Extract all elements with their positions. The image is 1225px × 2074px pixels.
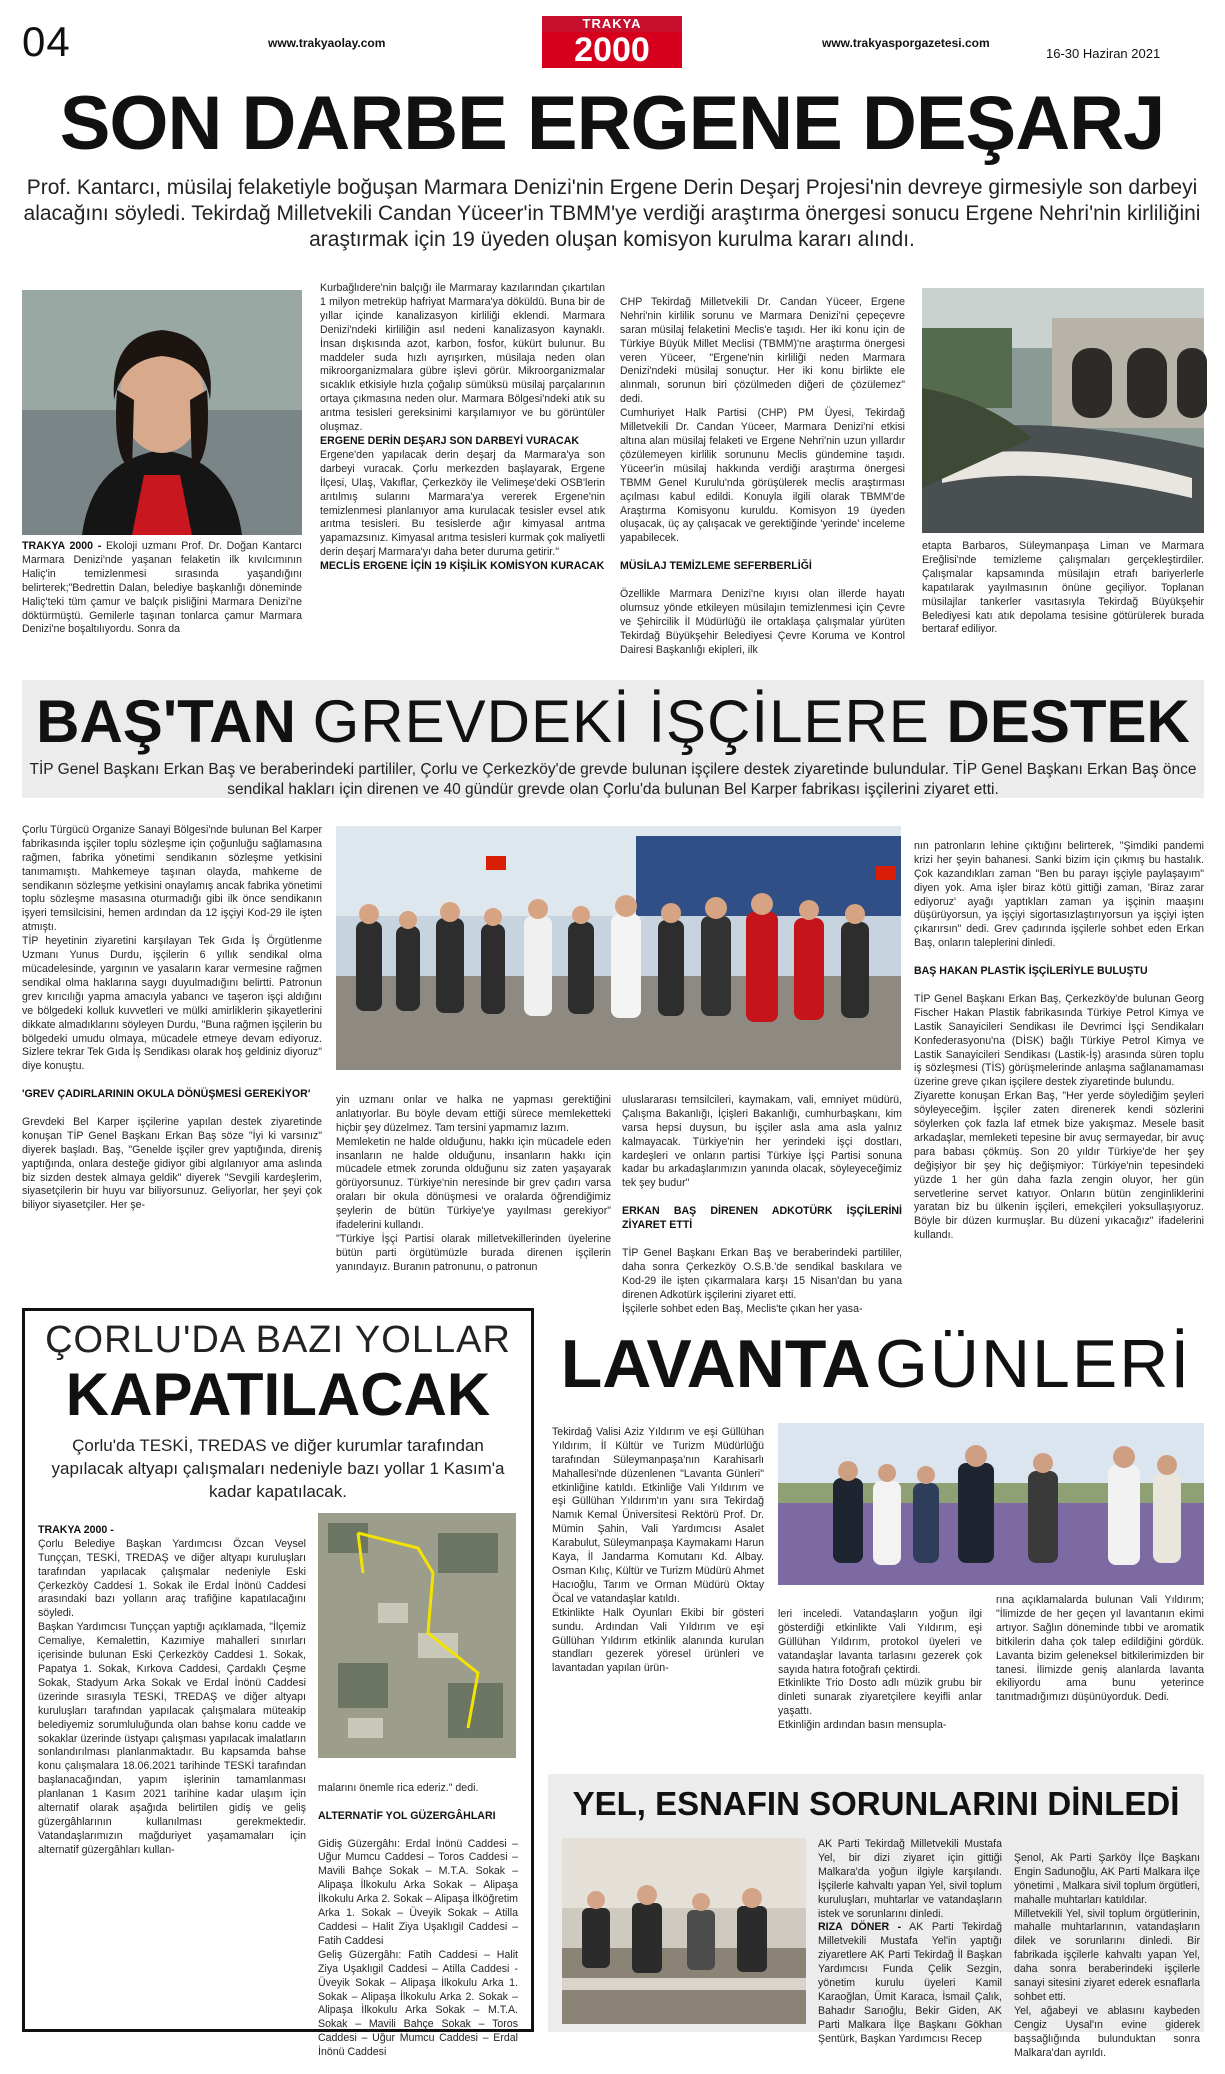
article2-column-2-text: yin uzmanı onlar ve halka ne yapması gerektiğini anlatıyorlar. Bu böyle devam ettiği sürece memleketteki hiçbir şey düzelmez. Tam tersini yapmamız lazım. Memleketin ne halde olduğunu, hakkı için mücadele eden insanların ne halde olduğunu, insanların hakkı için mücadele etmek zorunda olduğunu siz zaten yaşayarak görüyorsunuz. Türkiye'nin neresinde bir grev çadırı varsa oraları bir okula dönüşmesi ve oralarda öğrendiğimiz şeylerin de bütün Türkiye'ye yayılması gerekiyor" ifadelerini kullandı. "Türkiye İşçi Partisi olarak milletvekillerinden üyelerine bütün parti örgütümüzle burada direnen işçilerin yanındayız. Buranın patronunu, o patronun bbox=[336, 1093, 611, 1273]
article1-column-3-text: CHP Tekirdağ Milletvekili Dr. Candan Yüceer, Ergene Nehri'nin kirlilik sorunu ve Marmara Denizi'ni çepeçevre saran müsilaj felaketini Meclis'e taşıdı. Her iki konu için de Türkiye Büyük Millet Meclisi (TBMM)'ne araştırma önergesi veren Yüceer, "Ergene'nin kirliliği neden Marmara Denizi'ndeki müsilaj sonuçtur. Her iki konu birlikte ele alınmalı, sorunun biri çözülmeden diğeri de çözülemez" dedi. Cumhuriyet Halk Partisi (CHP) PM Üyesi, Tekirdağ Milletvekili Dr. Candan Yüceer, Marmara Denizi'ni etkisi altına alan müsilaj felaketi ve Ergene Nehri'nin uzun yıllardır çözülemeyen kirlilik sorununu Meclis gündemine taşıdı. Yüceer'in müsilaj hakkında verdiği araştırma önergesi TBMM Genel Kurulu'nda görüşülerek meclis araştırması açılması kabul edildi. Konuyla ilgili olarak TBMM'de Araştırma Komisyonu kuruldu. Komisyon 19 üyeden oluşacak, üç ay çalışacak ve gerektiğinde 'yerinde' inceleme yapabilecek. bbox=[620, 295, 905, 545]
article3-headline-light: ÇORLU'DA BAZI YOLLAR bbox=[45, 1319, 511, 1361]
article2-column-2 bbox=[336, 1080, 611, 1278]
article4-headline bbox=[548, 1324, 1204, 1404]
article3-column-1-text: Çorlu Belediye Başkan Yardımcısı Özcan Veysel Tunççan, TESKİ, TREDAŞ ve diğer altyapı kuruluşları tarafından yapılacak çalışmalar nedeniyle Eski Çerkezköy Caddesi 1. Sokak ile Erdal İnönü Caddesi arasındaki bazı yolların araç trafiğine kapatılacağını söyledi. Başkan Yardımcısı Tunççan yaptığı açıklamada, "İlçemiz Cemaliye, Kemalettin, Kazımiye mahalleri sınırları içerisinde bulunan Eski Çerkezköy Caddesi 1. Sokak, Papatya 1. Sokak, Kırkova Caddesi, Çardaklı Çeşme Sokak, Stadyum Arka Sokak ve Erdal İnönü Caddesi üzerinde sırasıyla TESKİ, TREDAŞ ve diğer altyapı kuruluşları tarafından yapılacak çalışmalara müteakip belediyemiz sorumluluğunda olan bahse konu cadde ve sokaklar üzerinde üstyapı çalışması yapılacak imalatların sonlandırılması planlanmaktadır. Bu kapsamda bahse konu çalışmalara 18.06.2021 tarihinde TESKİ tarafından başlanacağından, yapım işlerinin tamamlanması planlanan 1 Kasım 2021 tarihine kadar ulaşım için alternatif olarak aşağıda belirtilen gidiş ve geliş güzergâhlarının kullanılması gerekmektedir. Vatandaşlarımızın mağduriyet yaşamamaları için alternatif güzergâhları kullan- bbox=[38, 1537, 306, 1856]
logo-top-text: TRAKYA bbox=[542, 16, 682, 32]
logo-bottom-text: 2000 bbox=[542, 32, 682, 68]
article2-column-1-text: Çorlu Türgücü Organize Sanayi Bölgesi'nde bulunan Bel Karper fabrikasında işçiler toplu sözleşme için çoğunluğu sağlamasına rağmen, fabrika yönetimi sendikanın sözleşme yetkisini tanımamıştı. Mahkemeye taşınan olayda, mahkeme de sendikanın sözleşme yetkisini onaylamış ancak fabrika yönetimi toplu sözleşme masasına oturmadığı gibi ilk önce sendikanın işyeri temsilcisini, hemen ardından da 12 işçiyi Kod-29 ile işten atmıştı. TİP heyetinin ziyaretini karşılayan Tek Gıda İş Örgütlenme Uzmanı Yunus Durdu, işçilerin 6 yıllık sendikal olma mücadelesinde, yargının ve yasaların karar vermesine rağmen sendikal olma haklarına saygı duyulmadığını belirtti. Patronun grev kırıcılığı yapma amacıyla yabancı ve taşeron işçi aldığını ve bölgedeki kolluk kuvvetleri ve mülki amirliklerin şikayetlerini dikkate almadıklarını söyleyen Durdu, "Buna rağmen işçilerin bu bölgedeki umudu olmaya, mücadele etmeye devam ediyoruz. Sizlere tekrar Tek Gıda İş Sendikası olarak hoş geldiniz diyoruz" diye konuştu. bbox=[22, 823, 322, 1073]
article1-column-2-text-2: Ergene'den yapılacak derin deşarj da Marmara'ya son darbeyi vuracak. Çorlu merkezden başlayarak, Ergene İlçesi, Ulaş, Vakıflar, Çerkezköy ile Velimeşe'deki OSB'lerin arıtılmış sularını Marmara'ya vererek Ergene'nin temizlenmesi planlanıyor ama kurulacak tesisler evsel atık arıtma tesisleri. Bu tesislerde ağır kimyasal arıtma yapamazsınız. Kimyasal arıtma tesisleri kurmak çok maliyetli derin deşarj Marmara'yı daha beter duruma getirir." bbox=[320, 448, 605, 559]
article2-headline-light: GREVDEKİ İŞÇİLERE bbox=[312, 688, 930, 755]
lavender-illustration bbox=[778, 1423, 1204, 1585]
article1-deck: Prof. Kantarcı, müsilaj felaketiyle boğuşan Marmara Denizi'nin Ergene Derin Deşarj Projesi'nin devreye girmesiyle son darbeyi alacağını söyledi. Tekirdağ Milletvekili Candan Yüceer'in TBMM'ye verdiği araştırma önergesi sonucu Ergene Nehri'nin kirliliğini araştırmak için 19 üyeden oluşan komisyon kurulma kararı alındı. bbox=[23, 176, 1201, 251]
strike-illustration bbox=[336, 826, 901, 1070]
article5-column-2 bbox=[1014, 1838, 1200, 2059]
article1-subhead-derin-desarj: ERGENE DERİN DEŞARJ SON DARBEYİ VURACAK bbox=[320, 434, 579, 447]
deputy-portrait-photo bbox=[22, 290, 302, 535]
article2-column-1-text-2: Grevdeki Bel Karper işçilerine yapılan destek ziyaretinde konuşan TİP Genel Başkanı Erkan Baş söze "İyi ki varsınız" diyerek başladı. Baş, "Genelde işçiler grev yaptığında, direniş yaptığında, onlara desteğe gidiyor gibi algılanıyor ama aslında biz sizden destek almaya geldik" diyerek "Sevgili kardeşlerim, siyasetçilerin bir huyu var biliyorsunuz. Geliyorlar, her şeyi çok biliyor siyasetçiler. Her şe- bbox=[22, 1115, 322, 1212]
portrait-illustration bbox=[22, 290, 302, 535]
article3-subhead-alternatif: ALTERNATİF YOL GÜZERGÂHLARI bbox=[318, 1809, 496, 1822]
article2-column-4 bbox=[914, 826, 1204, 1278]
article3-column-2-text-2: Gidiş Güzergâhı: Erdal İnönü Caddesi – Uğur Mumcu Caddesi – Toros Caddesi – Mavili Bahçe Sokak – M.T.A. Sokak – Alipaşa İlkokulu Arka Sokak – Alipaşa İlkokulu Arka 2. Sokak – Alipaşa İlköğretim Arka 1. Sokak – Üveyik Sokak – Atilla Caddesi – Halit Ziya Uşaklıgil Caddesi – Fatih Caddesi Geliş Güzergâhı: Fatih Caddesi – Halit Ziya Uşaklıgil Caddesi – Atilla Caddesi - Üveyik Sokak – Alipaşa İlkokulu Arka 1. Sokak – Alipaşa İlkokulu Arka 2. Sokak – Alipaşa İlkokulu Arka Sokak – M.T.A. Sokak – Mavili Bahçe Sokak – Toros Caddesi – Uğur Mumcu Caddesi – Erdal İnönü Caddesi bbox=[318, 1837, 518, 2059]
article1-subhead-musilaj: MÜSİLAJ TEMİZLEME SEFERBERLİĞİ bbox=[620, 560, 812, 573]
article3-lead: TRAKYA 2000 - bbox=[38, 1523, 114, 1536]
lavender-field-photo bbox=[778, 1423, 1204, 1585]
article4-column-1 bbox=[552, 1412, 764, 1760]
trakya-2000-logo bbox=[542, 16, 682, 68]
meeting-photo bbox=[562, 1838, 806, 2024]
article1-column-1 bbox=[22, 540, 302, 670]
article2-column-4-text-2: TİP Genel Başkanı Erkan Baş, Çerkezköy'de bulunan Georg Fischer Hakan Plastik fabrikasında Türkiye Petrol Kimya ve Lastik Sanayicileri Sendikası ile Devrimci İşçi Sendikaları Konfederasyonu'na (DİSK) bağlı Türkiye Petrol Kimya ve Lastik Sanayicileri Sendikası (Lastik-İş) arasında süren toplu iş sözleşmesi (TİS) görüşmelerinde anlaşma sağlanamaması üzerine greve çıkan işçilere destek ziyaretinde bulundu. Ziyarette konuşan Erkan Baş, "Her yerde söylediğim şeyleri söyleyeceğim. İşçiler zaten direnerek kendi sözlerini söylerken çok fazla laf etmek bize yakışmaz. Mesele basit arkadaşlar, memleketi tepesine bir avuç sermayedar, bir avuç para babası çökmüş. Son 20 yıldır Türkiye'de her şey değişiyor bir şey hiç değişmiyor: Türkiye'nin tepesindeki yüzde 1 her gün daha fazla zengin oluyor, her gün servetlerine servet katıyor. Onların bütün zenginliklerini yaratan biz bu ülkenin işçileri, emekçileri yoksullaşıyoruz. Böyle bir düzen kurmuşlar. Bu düzeni yıkacağız" ifadelerini kullandı. bbox=[914, 992, 1204, 1242]
article5-column-1 bbox=[818, 1838, 1003, 2045]
article3-column-2 bbox=[318, 1768, 518, 2059]
article5-column-2-text: Şenol, Ak Parti Şarköy İlçe Başkanı Engin Sadunoğlu, AK Parti Malkara ilçe yönetimi , Malkara sivil toplum örgütleri, mahalle muhtarları katıldılar. Milletvekili Yel, sivil toplum örgütlerinin, mahalle muhtarlarının, vatandaşların dilek ve sorunlarını dinledi. Bir fabrikada işçilerle kahvaltı yapan Yel, daha sonra beraberindeki işçilerle sanayi sitesini ziyaret ederek esnaflarla sohbet etti. Yel, ağabeyi ve ablasını kaybeden Cengiz Uysal'ın evine giderek başsağlığında bulunduktan sonra Malkara'dan ayrıldı. bbox=[1014, 1851, 1200, 2059]
article2-subhead-adkoturk: ERKAN BAŞ DİRENEN ADKOTÜRK İŞÇİLERİNİ ZİYARET ETTİ bbox=[622, 1205, 902, 1232]
article5-lead: RIZA DÖNER - bbox=[818, 1921, 902, 1934]
article2-headline-bold-1: BAŞ'TAN bbox=[36, 688, 296, 755]
route-map-illustration bbox=[318, 1513, 516, 1758]
article5-column-1-text-2: AK Parti Tekirdağ Milletvekili Mustafa Yel'in yaptığı ziyaretlere AK Parti Tekirdağ İl Başkan Yardımcısı Funda Çelik Sezgin, yönetim kurulu üyeleri Kamil Karaoğlan, Ümit Karaca, İsmail Çalık, Bahadır Sarıoğlu, Bekir Giden, AK Parti Malkara İlçe Başkanı Gökhan Şentürk, Başkan Yardımcısı Recep bbox=[818, 1921, 1003, 2045]
article5-column-1-text: AK Parti Tekirdağ Milletvekili Mustafa Yel, bir dizi ziyaret için gittiği Malkara'da yoğun ilgiyle karşılandı. İşçilerle kahvaltı yapan Yel, sivil toplum kuruluşları, muhtarlar ve vatandaşların istek ve sorunlarını dinledi. bbox=[818, 1838, 1002, 1920]
article2-column-4-text: nın patronların lehine çıktığını belirterek, "Şimdiki pandemi krizi her şeyin bahanesi. Sanki bizim için çıkmış bu hastalık. Çok kazandıkları zaman "Ben bu parayı işçiyle paylaşayım" diyen yok. Ama işler biraz kötü gittiği zaman, 'Biraz zarar ediyoruz' ayağı yaptıkları zaman ya işçinin maaşını düşürüyorsun, ya işçiyi sigortasızlaştırıyorsun ya işçiyi işten çıkarırsın" dedi. Grev çadırında işçilerle sohbet eden Erkan Baş, onların taleplerini dinledi. bbox=[914, 839, 1204, 950]
article1-column-4-text: etapta Barbaros, Süleymanpaşa Liman ve Marmara Ereğlisi'nde temizleme çalışmaları gerçekleştirdiler. Çalışmalar kapsamında müsilajın etrafı bariyerlerle kapatılarak yayılmasının önüne geçiliyor. Toplanan müsilajlar tankerler vasıtasıyla Tekirdağ Büyükşehir Belediyesi katı atık depolama tesisine götürülerek burada bertaraf ediliyor. bbox=[922, 540, 1204, 636]
article4-headline-bold: LAVANTA bbox=[560, 1326, 871, 1402]
article4-column-1-text: Tekirdağ Valisi Aziz Yıldırım ve eşi Güllühan Yıldırım, İl Kültür ve Turizm Müdürlüğü tarafından Süleymanpaşa'nın Karahisarlı Mahallesi'nde düzenlenen "Lavanta Günleri" etkinliğine katıldı. Etkinliğe Vali Yıldırım ve eşi Güllühan Yıldırım'ın yanı sıra Tekirdağ Namık Kemal Üniversitesi Rektörü Prof. Dr. Mümin Şahin, Vali Yardımcısı Asalet Karabulut, Süleymanpaşa Kaymakamı Harun Kaya, İl Jandarma Komutanı Kd. Albay. Osman Kılıç, Kültür ve Turizm Müdürü Ahmet Hacıoğlu, Tarım ve Orman Müdürü Oktay Öcal ve vatandaşlar katıldı. Etkinlikte Halk Oyunları Ekibi bir gösteri sundu. Ardından Vali Yıldırım ve eşi Güllühan Yıldırım etkinlik alanında kurulan standları gezerek yöresel ürünleri ve lavantadan yapılan ürün- bbox=[552, 1425, 764, 1675]
article1-column-2 bbox=[320, 282, 605, 674]
article2-column-1 bbox=[22, 810, 322, 1278]
article5-headline: YEL, ESNAFIN SORUNLARINI DİNLEDİ bbox=[572, 1785, 1180, 1822]
article2-subhead-hakan-plastik: BAŞ HAKAN PLASTİK İŞÇİLERİYLE BULUŞTU bbox=[914, 965, 1148, 978]
article2-column-3-text-2: TİP Genel Başkanı Erkan Baş ve beraberindeki partililer, daha sonra Çerkezköy O.S.B.'de sendikal baskılara ve Kod-29 ile işten çıkarmalara karşı 15 Nisan'dan bu yana direnen Adkotürk işçilerini ziyaret etti. İşçilerle sohbet eden Baş, Meclis'te çıkan her yasa- bbox=[622, 1246, 902, 1315]
article1-column-4 bbox=[922, 540, 1204, 670]
article1-subhead-komisyon: MECLİS ERGENE İÇİN 19 KİŞİLİK KOMİSYON KURACAK bbox=[320, 560, 605, 573]
article3-column-2-text: malarını önemle rica ederiz." dedi. bbox=[318, 1781, 479, 1794]
article4-column-3-text: rına açıklamalarda bulunan Vali Yıldırım; "İlimizde de her geçen yıl lavantanın ekimi artıyor. Sağlın döneminde tıbbi ve aromatik bitkilerin daha çok talep edildiğini gördük. Lavanta bizim geleneksel bitkilerimizden bir tanesi. İlimizde geniş alanlarda lavanta ekiliyordu ama bunu yeterince tanıtmadığımızı düşünüyorduk. Dedi. bbox=[996, 1594, 1204, 1704]
article2-subhead-grev-cadirlari: 'GREV ÇADIRLARININ OKULA DÖNÜŞMESİ GEREKİYOR' bbox=[22, 1088, 311, 1101]
river-pollution-photo bbox=[922, 288, 1204, 533]
article2-deck: TİP Genel Başkanı Erkan Baş ve beraberindeki partililer, Çorlu ve Çerkezköy'de grevde bulunan işçilere destek ziyaretinde bulundular. TİP Genel Başkanı Erkan Baş önce sendikal hakları için direnen ve 40 gündür grevde olan Çorlu'da bulunan Bel Karper fabrikası işçilerini ziyaret etti. bbox=[29, 761, 1197, 798]
issue-date: 16-30 Haziran 2021 bbox=[1046, 46, 1161, 61]
article2-headline-bold-2: DESTEK bbox=[946, 688, 1190, 755]
site-url-right[interactable]: www.trakyasporgazetesi.com bbox=[822, 36, 990, 50]
strike-visit-photo bbox=[336, 826, 901, 1070]
article4-column-3 bbox=[996, 1594, 1204, 1760]
route-map-image bbox=[318, 1513, 516, 1758]
article1-column-3-text-2: Özellikle Marmara Denizi'ne kıyısı olan illerde hayatı olumsuz yönde etkileyen müsilajın temizlenmesi için Çevre ve Şehircilik İl Müdürlüğü ile ortaklaşa çalışmalar yürüten Tekirdağ Büyükşehir Belediyesi Çevre Koruma ve Kontrol Dairesi Başkanlığı ekipleri, ilk bbox=[620, 587, 905, 656]
article1-column-1-text: Ekoloji uzmanı Prof. Dr. Doğan Kantarcı Marmara Denizi'nde yaşanan felaketin ilk kıvılcımının Haliç'in temizlenmesi sırasında yaşandığını belirterek;"Bedrettin Dalan, belediye başkanlığı döneminde Haliç'teki tüm çamur ve balçık pisliğini Marmara Denizi'ne döktürmüştü. Gemilerle taşınan tonlarca çamur Marmara Denizi'ne boşaltılıyordu. Sonra da bbox=[22, 540, 302, 636]
article3-deck: Çorlu'da TESKİ, TREDAS ve diğer kurumlar tarafından yapılacak altyapı çalışmaları nedeniyle bazı yollar 1 Kasım'a kadar kapatılacak. bbox=[51, 1436, 505, 1501]
article2-column-3 bbox=[622, 1080, 902, 1315]
article4-column-2-text: leri inceledi. Vatandaşların yoğun ilgi gösterdiği etkinlikte Vali Yıldırım, eşi Güllühan Yıldırım, protokol üyeleri ve vatandaşlar lavanta tarlasını gezerek çok sayıda hatıra fotoğrafı çektirdi. Etkinlikte Trio Dosto adlı müzik grubu bir dinleti sunarak ziyaretçilere keyifli anlar yaşattı. Etkinliğin ardından basın mensupla- bbox=[778, 1607, 982, 1732]
article3-column-1 bbox=[38, 1510, 306, 2022]
article2-column-3-text: uluslararası temsilcileri, kaymakam, vali, emniyet müdürü, Çalışma Bakanlığı, İçişleri Bakanlığı, cumhurbaşkanı, kim varsa hepsi duysun, bu işçiler asla ama asla yalnız kalmayacak. Türkiye'nin her yerindeki işçi dostları, kardeşleri ve onların partisi Türkiye İşçi Partisi sonuna kadar bu arkadaşlarımızın yanında olacak, söyleyeceğimiz tek şey budur" bbox=[622, 1093, 902, 1190]
article1-caption-lead: TRAKYA 2000 - bbox=[22, 540, 102, 552]
article1-column-3 bbox=[620, 282, 905, 674]
article1-column-2-text: Kurbağlıdere'nin balçığı ile Marmaray kazılarından çıkartılan 1 milyon metreküp hafriyat Marmara'ya döküldü. Buna bir de yıllar içinde kanalizasyon kirliliği eklendi. Marmara Denizi'ndeki kirliliğin asıl nedeni kanalizasyon kaynaklı. İnsan dışkısında azot, karbon, fosfor, kükürt bulunur. Bu maddeler suda hızlı ayrışırken, müsilaja neden olan mikroorganizmalara gübre işlevi görür. Mikroorganizmalar sıcaklık etkisiyle hızla çoğalıp sümüksü müsilaj parçalarının ortaya çıkmasına neden olur. Marmara Bölgesi'ndeki atık su arıtma tesisleri gereksinimi karşılamıyor ve bu görüntüler oluşmaz. bbox=[320, 282, 605, 434]
article4-headline-light: GÜNLERİ bbox=[874, 1326, 1192, 1402]
river-illustration bbox=[922, 288, 1204, 533]
article2-headline bbox=[30, 688, 1196, 756]
article4-column-2 bbox=[778, 1594, 982, 1760]
site-url-left[interactable]: www.trakyaolay.com bbox=[268, 36, 386, 50]
article1-headline: SON DARBE ERGENE DEŞARJ bbox=[59, 81, 1165, 166]
article3-headline-bold: KAPATILACAK bbox=[65, 1361, 491, 1428]
page-number: 04 bbox=[22, 18, 71, 65]
meeting-illustration bbox=[562, 1838, 806, 2024]
